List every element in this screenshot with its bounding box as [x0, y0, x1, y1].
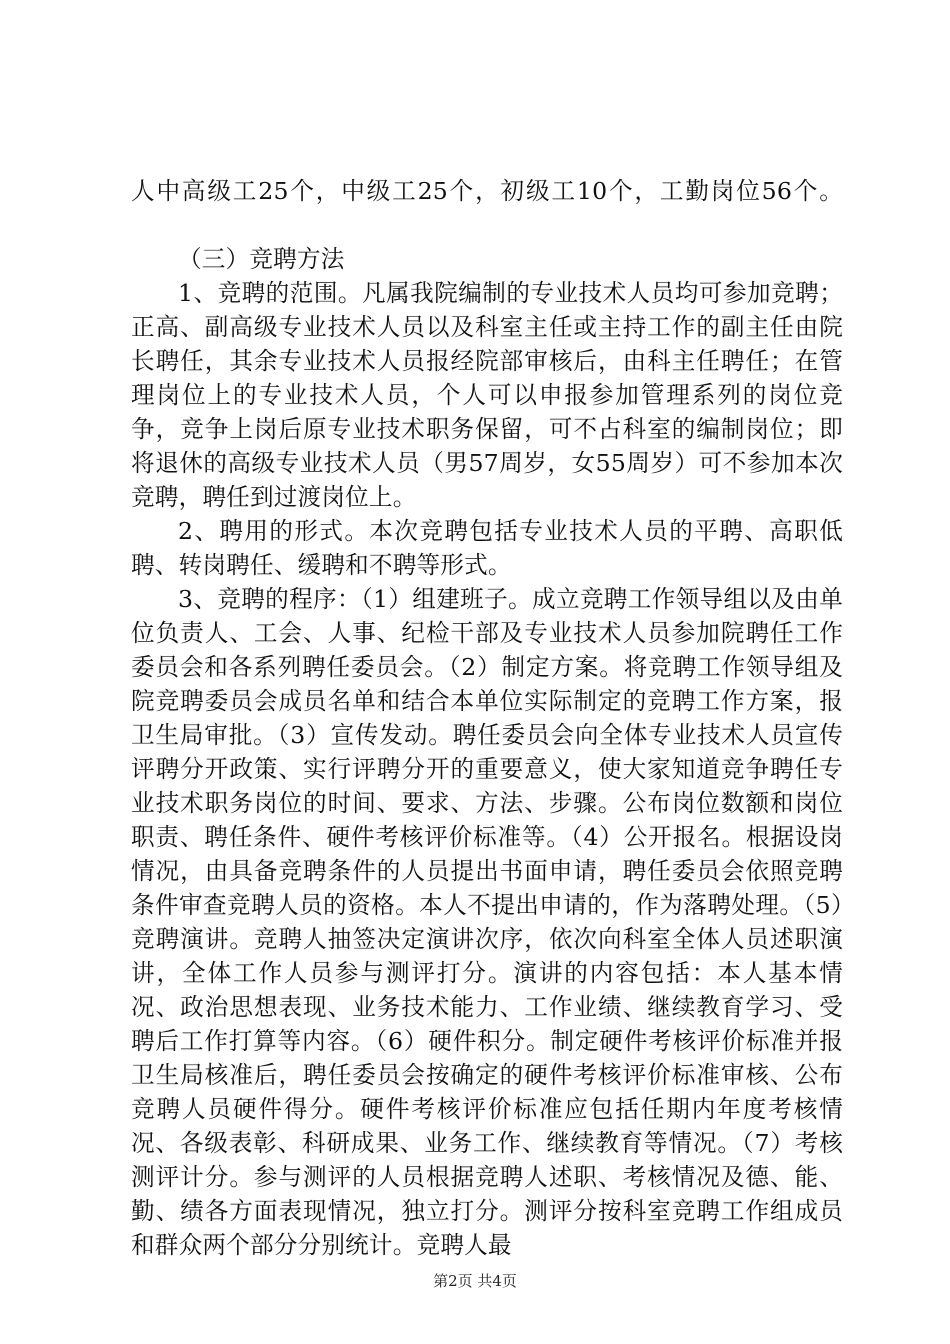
page-footer: 第2页 共4页 — [433, 1272, 517, 1290]
paragraph-scope: 1、竞聘的范围。凡属我院编制的专业技术人员均可参加竞聘；正高、副高级专业技术人员以及科室主任或主持工作的副主任由院长聘任，其余专业技术人员报经院部审核后，由科主任聘任；在管理岗位上的专业技术人员，个人可以申报参加管理系列的岗位竞争，竞争上岗后原专业技术职务保留，可不占科室的编制岗位；即将退休的高级专业技术人员（男57周岁，女55周岁）可不参加本次竞聘，聘任到过渡岗位上。 — [131, 279, 843, 511]
document-body — [131, 174, 843, 1262]
paragraph-form: 2、聘用的形式。本次竞聘包括专业技术人员的平聘、高职低聘、转岗聘任、缓聘和不聘等形式。 — [131, 517, 843, 579]
continuation-line: 人中高级工25个，中级工25个，初级工10个，工勤岗位56个。 — [131, 177, 843, 205]
paragraph-procedure: 3、竞聘的程序：（1）组建班子。成立竞聘工作领导组以及由单位负责人、工会、人事、纪检干部及专业技术人员参加院聘任工作委员会和各系列聘任委员会。（2）制定方案。将竞聘工作领导组及院竞聘委员会成员名单和结合本单位实际制定的竞聘工作方案，报卫生局审批。（3）宣传发动。聘任委员会向全体专业技术人员宣传评聘分开政策、实行评聘分开的重要意义，使大家知道竞争聘任专业技术职务岗位的时间、要求、方法、步骤。公布岗位数额和岗位职责、聘任条件、硬件考核评价标准等。（4）公开报名。根据设岗情况，由具备竞聘条件的人员提出书面申请，聘任委员会依照竞聘条件审查竞聘人员的资格。本人不提出申请的，作为落聘处理。（5）竞聘演讲。竞聘人抽签决定演讲次序，依次向科室全体人员述职演讲，全体工作人员参与测评打分。演讲的内容包括：本人基本情况、政治思想表现、业务技术能力、工作业绩、继续教育学习、受聘后工作打算等内容。（6）硬件积分。制定硬件考核评价标准并报卫生局核准后，聘任委员会按确定的硬件考核评价标准审核、公布竞聘人员硬件得分。硬件考核评价标准应包括任期内年度考核情况、各级表彰、科研成果、业务工作、继续教育等情况。（7）考核测评计分。参与测评的人员根据竞聘人述职、考核情况及德、能、勤、绩各方面表现情况，独立打分。测评分按科室竞聘工作组成员和群众两个部分分别统计。竞聘人最 — [131, 585, 843, 1259]
section-heading: （三）竞聘方法 — [178, 245, 345, 273]
